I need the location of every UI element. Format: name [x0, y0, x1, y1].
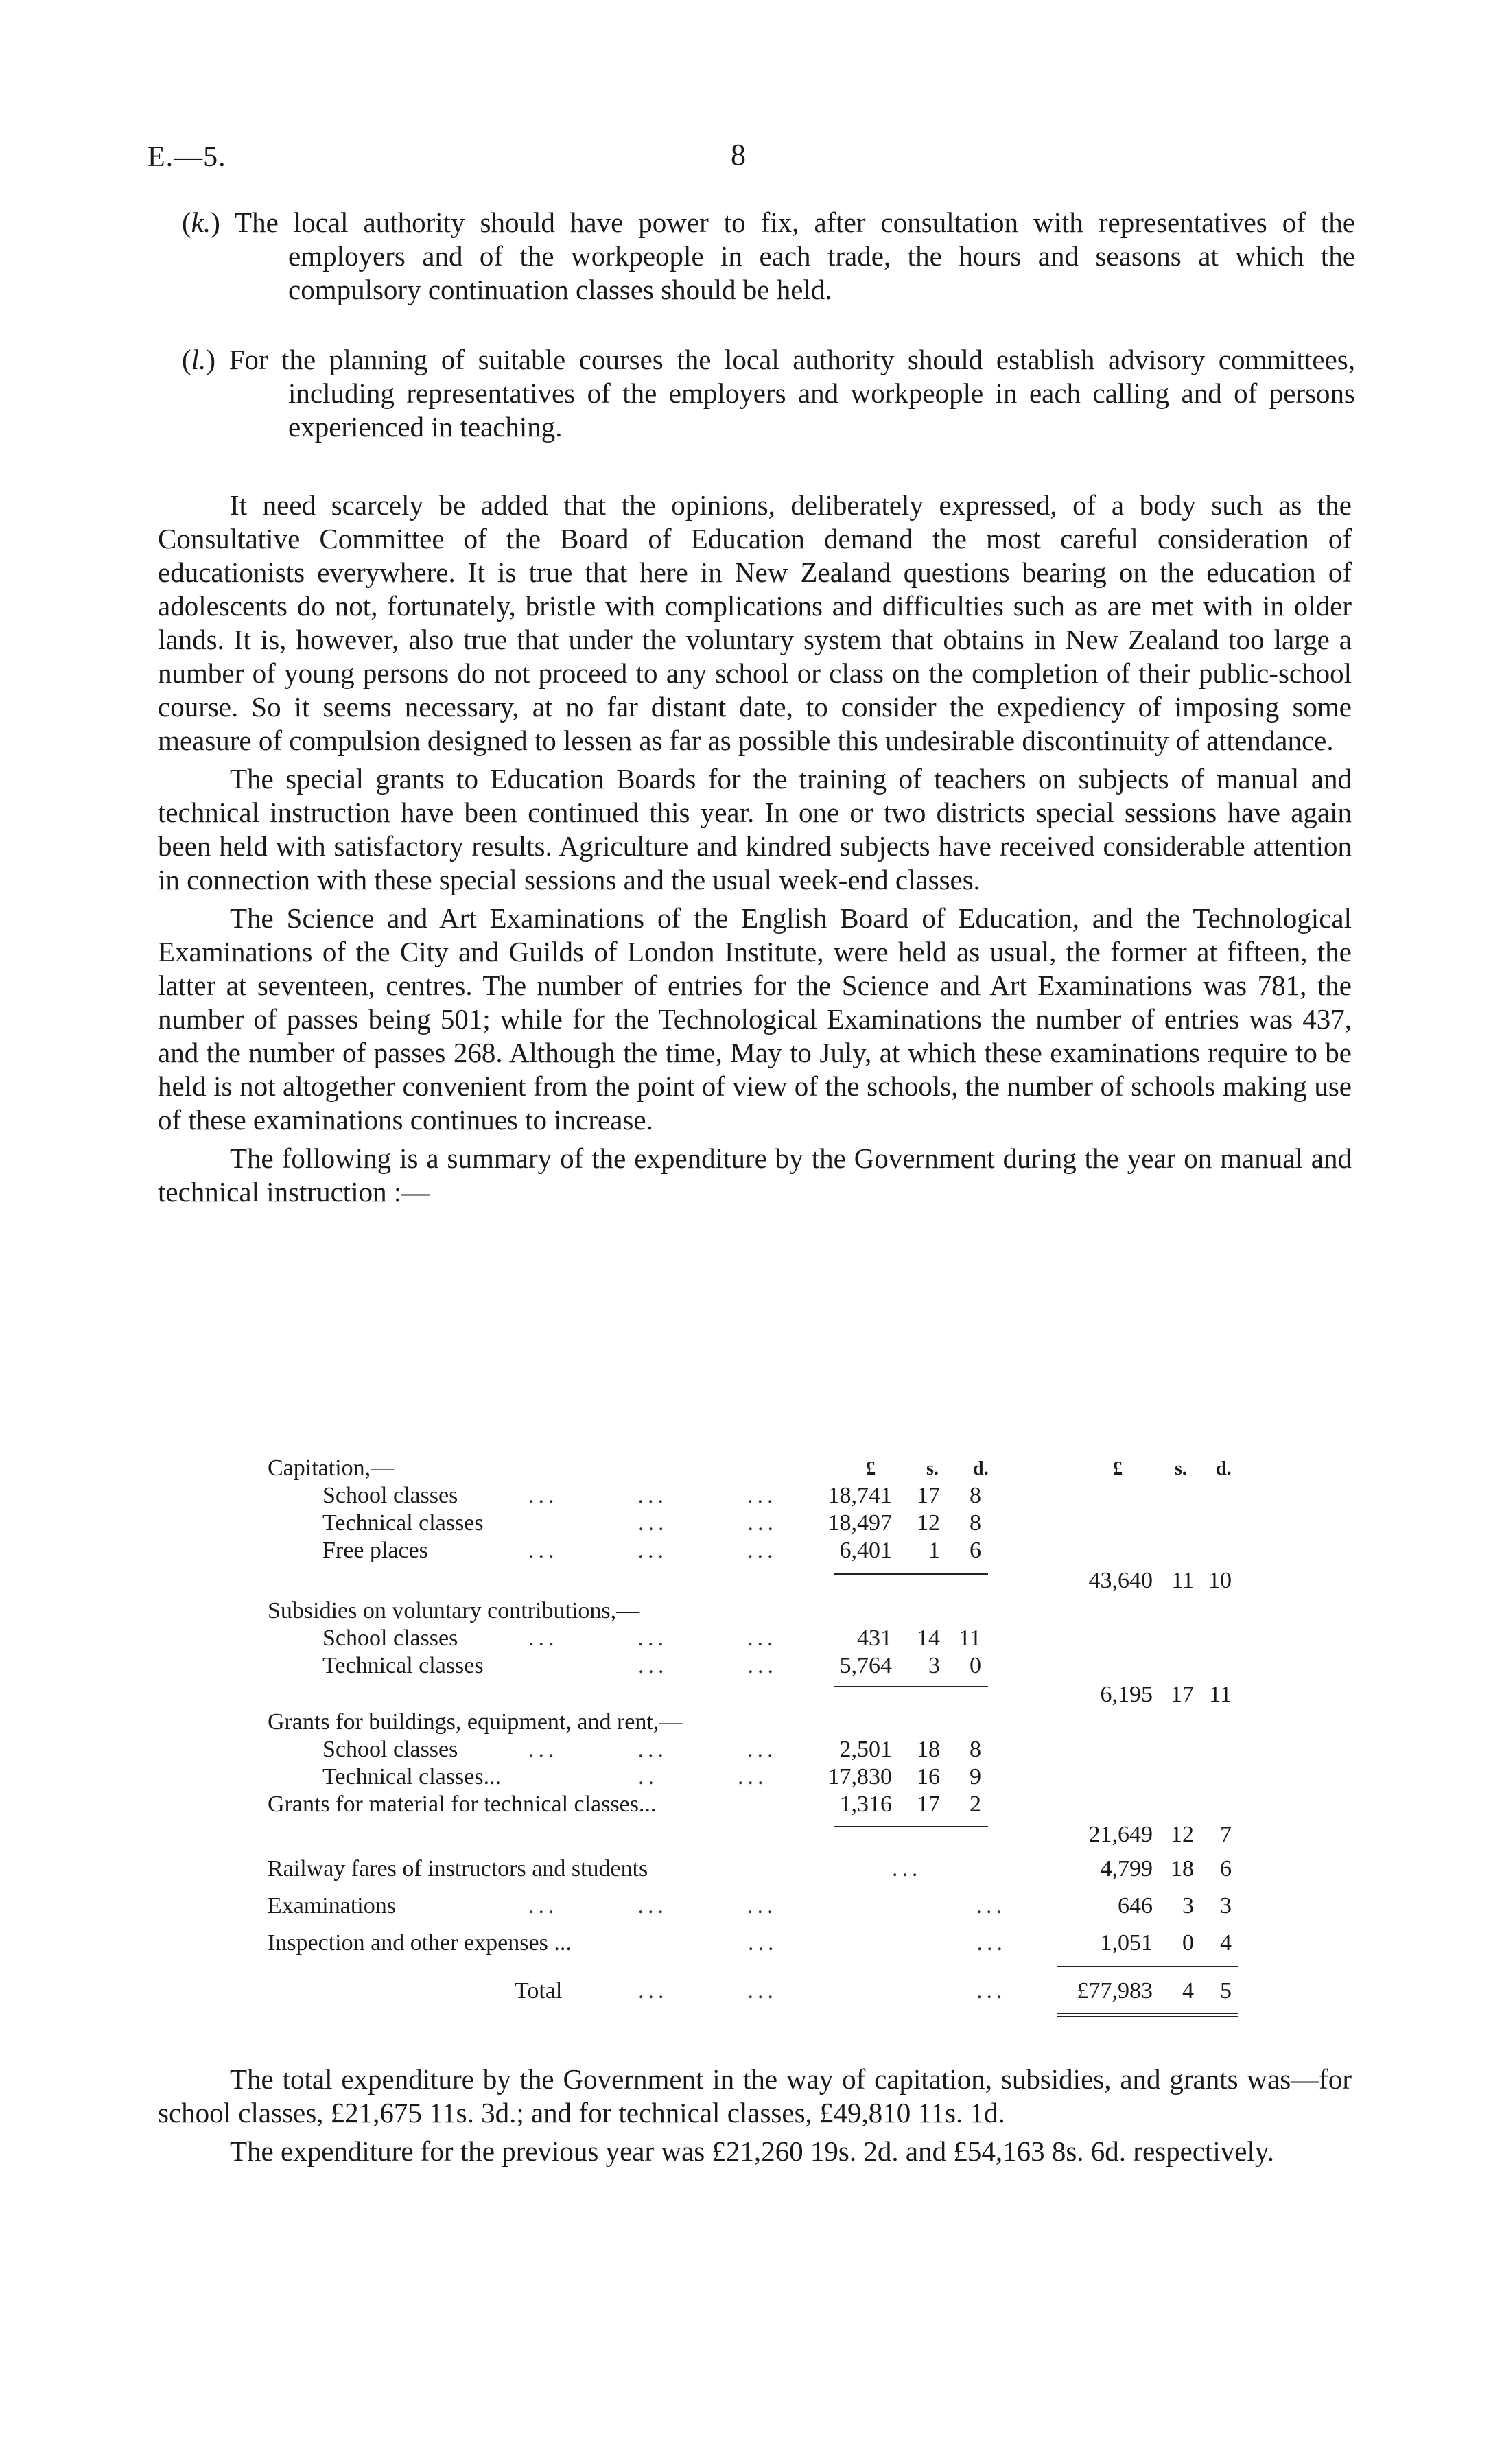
- amount-shillings: 17: [917, 1792, 940, 1817]
- paragraph: The following is a summary of the expenditure by the Government during the year on manual and technical instruction :—: [158, 1142, 1352, 1208]
- amount-shillings: 18: [917, 1737, 940, 1762]
- subtotal-rule: [834, 1573, 988, 1575]
- list-text: For the planning of suitable courses the local authority should establish advisory committees, including representatives of the employers and workpeople in each calling and of persons experienced in teaching.: [228, 344, 1356, 443]
- amount-shillings: 12: [917, 1510, 940, 1536]
- list-text: The local authority should have power to fix, after consultation with representatives of the employers and of the workpeople in each trade, the hours and seasons at which the compulsory continuation classes should be held.: [235, 207, 1356, 305]
- leader-dots: ... ... ... ...: [528, 1893, 1006, 1919]
- amount-pence: 8: [970, 1510, 981, 1536]
- paragraph: It need scarcely be added that the opinions, deliberately expressed, of a body such as the Consultative Committee of the Board of Education demand the most careful consideration of educationists everywhere. It is true that here in New Zealand questions bearing on the education of adolescents do not, fortunately, bristle with complications and difficulties such as are met with in older lands. It is, however, also true that under the voluntary system that obtains in New Zealand too large a number of young persons do not proceed to any school or class on the completion of their public-school course. So it seems necessary, at no far distant date, to consider the expediency of imposing some measure of compulsion designed to lessen as far as possible this undesirable discontinuity of attendance.: [158, 489, 1352, 756]
- subtotal-pounds: 21,649: [1088, 1822, 1153, 1847]
- amount-pence: 11: [959, 1626, 981, 1651]
- amount-pence: 3: [1220, 1893, 1232, 1919]
- total-label: Total: [515, 1978, 563, 2004]
- leader-dots: ... ...: [638, 1510, 777, 1536]
- row-label: School classes: [322, 1626, 458, 1651]
- list-item-k: [182, 206, 1356, 307]
- row-label: School classes: [322, 1737, 458, 1762]
- amount-shillings: 3: [1182, 1893, 1194, 1919]
- amount-pounds: 6,401: [839, 1538, 892, 1563]
- col-head-shillings: s.: [926, 1458, 939, 1479]
- row-label: Technical classes: [322, 1510, 484, 1536]
- total-shillings: 4: [1182, 1978, 1194, 2004]
- leader-dots: ... ... ...: [528, 1737, 777, 1762]
- subtotal-pence: 7: [1220, 1822, 1232, 1847]
- total-pence: 5: [1220, 1978, 1232, 2004]
- list-marker: (l.): [182, 344, 215, 375]
- amount-pounds: 1,051: [1100, 1930, 1153, 1956]
- leader-dots: ... ... ...: [638, 1978, 1007, 2004]
- amount-pence: 8: [970, 1483, 981, 1508]
- amount-pounds: 1,316: [839, 1792, 892, 1817]
- subtotal-pence: 10: [1208, 1568, 1232, 1593]
- amount-shillings: 1: [928, 1538, 940, 1563]
- page-number: 8: [731, 138, 746, 172]
- amount-pence: 2: [970, 1792, 981, 1817]
- amount-pence: 6: [1220, 1856, 1232, 1881]
- row-label: Inspection and other expenses ...: [268, 1930, 572, 1956]
- closing-text: [158, 2063, 1352, 2173]
- amount-pounds: 431: [857, 1626, 892, 1651]
- amount-shillings: 3: [928, 1653, 940, 1678]
- subtotal-pence: 11: [1209, 1682, 1232, 1707]
- total-pounds: £77,983: [1077, 1978, 1153, 2004]
- group-label-capitation: Capitation,—: [268, 1455, 395, 1481]
- amount-pence: 6: [970, 1538, 981, 1563]
- amount-pounds: 18,741: [827, 1483, 892, 1508]
- leader-dots: ... ... ...: [528, 1483, 777, 1508]
- body-text: [158, 489, 1352, 1214]
- row-label: School classes: [322, 1483, 458, 1508]
- paragraph: The total expenditure by the Government in the way of capitation, subsidies, and grants was—for school classes, £21,675 11s. 3d.; and for technical classes, £49,810 11s. 1d.: [158, 2063, 1352, 2128]
- paragraph: The special grants to Education Boards for the training of teachers on subjects of manual and technical instruction have been continued this year. In one or two districts special sessions have again been held with satisfactory results. Agriculture and kindred subjects have received considerable attention in connection with these special sessions and the usual week-end classes.: [158, 763, 1352, 895]
- total-rule-top: [1057, 1966, 1238, 1967]
- amount-pounds: 5,764: [839, 1653, 892, 1678]
- list-item-l: [182, 343, 1356, 444]
- report-code: E.—5.: [148, 141, 226, 173]
- paragraph: The Science and Art Examinations of the English Board of Education, and the Technological Examinations of the City and Guilds of London Institute, were held as usual, the former at fifteen, the latter at seventeen, centres. The number of entries for the Science and Art Examinations was 781, the number of passes being 501; while for the Technological Examinations the number of entries was 437, and the number of passes 268. Although the time, May to July, at which these examinations require to be held is not altogether convenient from the point of view of the schools, the number of schools making use of these examinations continues to increase.: [158, 902, 1352, 1136]
- leader-dots: ... ... ...: [528, 1538, 777, 1563]
- row-label: Examinations: [268, 1893, 396, 1919]
- row-label: Railway fares of instructors and students: [268, 1856, 648, 1881]
- amount-shillings: 17: [917, 1483, 940, 1508]
- amount-pounds: 2,501: [839, 1737, 892, 1762]
- amount-shillings: 16: [917, 1764, 940, 1790]
- col-head-pounds: £: [866, 1458, 876, 1479]
- group-label-grants: Grants for buildings, equipment, and rent,—: [268, 1709, 683, 1735]
- amount-pence: 4: [1220, 1930, 1232, 1956]
- amount-pence: 9: [970, 1764, 981, 1790]
- leader-dots: ... ... ...: [528, 1626, 777, 1651]
- subtotal-pounds: 6,195: [1100, 1682, 1153, 1707]
- col-head-pounds-total: £: [1113, 1458, 1123, 1479]
- amount-pounds: 646: [1118, 1893, 1153, 1919]
- row-label: Technical classes: [322, 1653, 484, 1678]
- leader-dots: ...: [892, 1856, 922, 1881]
- subtotal-shillings: 11: [1171, 1568, 1194, 1593]
- amount-pence: 0: [970, 1653, 981, 1678]
- col-head-shillings-total: s.: [1175, 1458, 1187, 1479]
- paragraph: The expenditure for the previous year was £21,260 19s. 2d. and £54,163 8s. 6d. respectively.: [230, 2135, 1274, 2167]
- subtotal-shillings: 12: [1171, 1822, 1194, 1847]
- row-label: Technical classes...: [322, 1764, 502, 1790]
- amount-pounds: 4,799: [1100, 1856, 1153, 1881]
- amount-pounds: 17,830: [827, 1764, 892, 1790]
- leader-dots: .. ...: [638, 1764, 768, 1790]
- col-head-pence-total: d.: [1216, 1458, 1232, 1479]
- list-marker: (k.): [182, 207, 220, 238]
- subtotal-shillings: 17: [1171, 1682, 1194, 1707]
- amount-shillings: 0: [1182, 1930, 1194, 1956]
- group-label-subsidies: Subsidies on voluntary contributions,—: [268, 1598, 640, 1623]
- amount-pence: 8: [970, 1737, 981, 1762]
- subtotal-rule: [834, 1686, 988, 1687]
- row-label: Grants for material for technical classes...: [268, 1792, 657, 1817]
- subtotal-rule: [834, 1826, 988, 1827]
- total-rule-bottom: [1057, 2013, 1238, 2014]
- amount-pounds: 18,497: [827, 1510, 892, 1536]
- leader-dots: ... ...: [638, 1653, 777, 1678]
- row-label: Free places: [322, 1538, 428, 1563]
- col-head-pence: d.: [973, 1458, 989, 1479]
- amount-shillings: 14: [917, 1626, 940, 1651]
- amount-shillings: 18: [1171, 1856, 1194, 1881]
- subtotal-pounds: 43,640: [1088, 1568, 1153, 1593]
- leader-dots: ... ...: [748, 1930, 1007, 1956]
- total-rule-double: [1057, 2016, 1238, 2017]
